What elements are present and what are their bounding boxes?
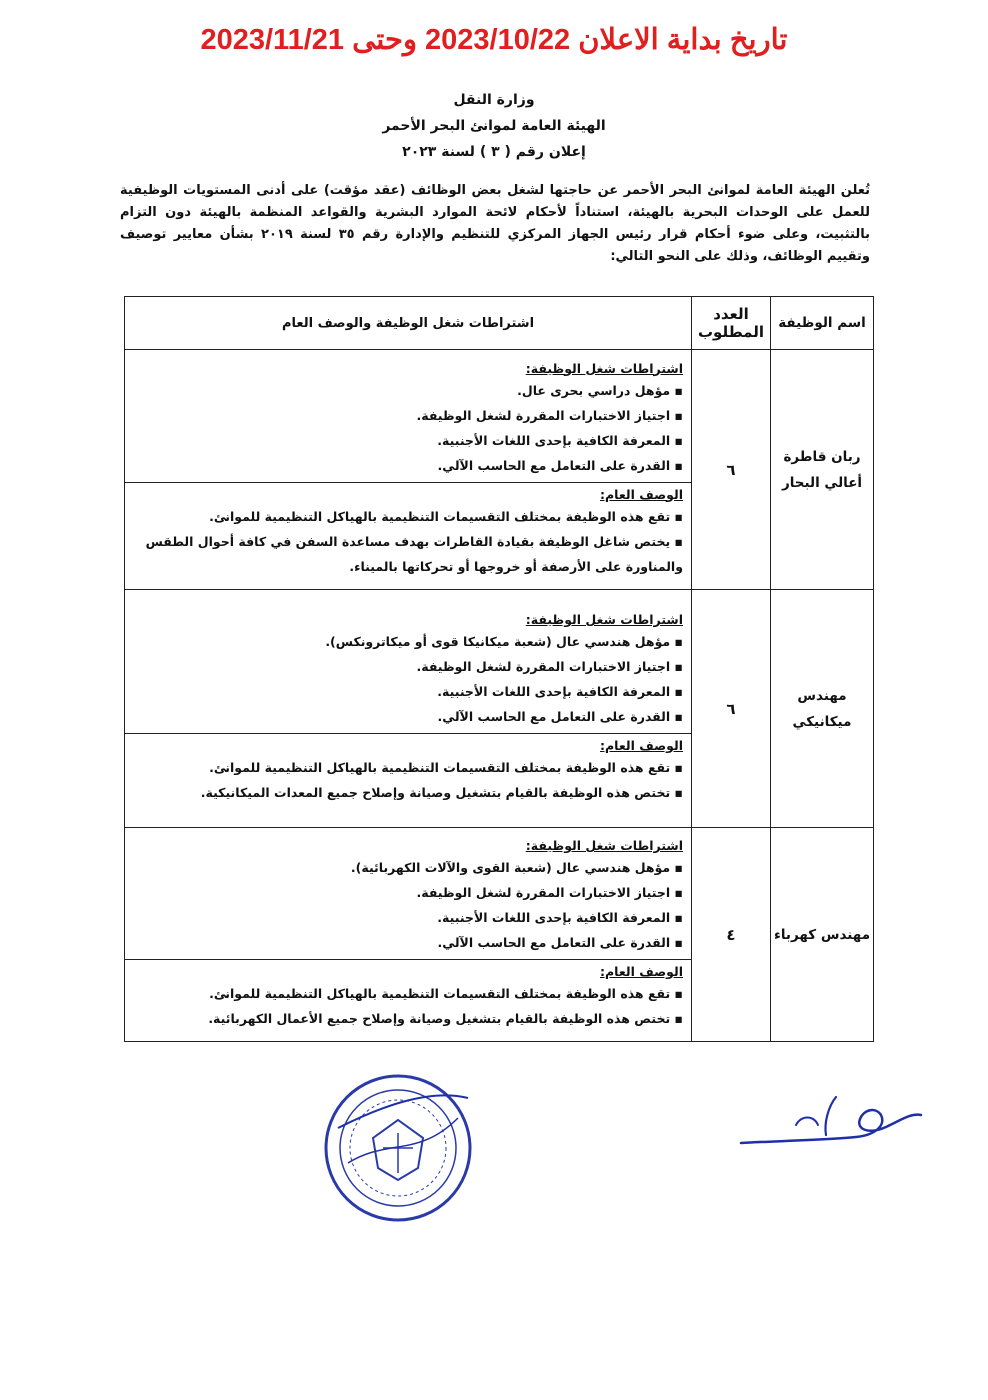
requirements-title: اشتراطات شغل الوظيفة: (525, 838, 683, 853)
description-item: ▪ تختص هذه الوظيفة بالقيام بتشغيل وصيانة وإصلاح جميع المعدات الميكانيكية. (133, 780, 683, 805)
table-row (125, 590, 874, 828)
requirement-item: ▪ المعرفة الكافية بإحدى اللغات الأجنبية. (133, 428, 683, 453)
official-seal-stamp (318, 1068, 478, 1228)
description-item: ▪ تقع هذه الوظيفة بمختلف التقسيمات التنظيمية بالهياكل التنظيمية للموانئ. (133, 981, 683, 1006)
jobs-table (124, 296, 874, 1042)
requirement-item: ▪ اجتياز الاختبارات المقررة لشغل الوظيفة. (133, 403, 683, 428)
table-row (125, 828, 874, 1042)
requirement-item: ▪ مؤهل هندسي عال (شعبة ميكانيكا قوى أو ميكاترونكس). (133, 629, 683, 654)
job-count: ٦ (692, 350, 771, 590)
intro-paragraph: تُعلن الهيئة العامة لموانئ البحر الأحمر عن حاجتها لشغل بعض الوظائف (عقد مؤقت) على أدنى المستويات الوظيفية للعمل على الوحدات البحرية بالهيئة، استناداً لأحكام لائحة الموارد البشرية والقواعد المنظمة بالهيئة دون التزام بالتثبيت، وعلى ضوء أحكام قرار رئيس الجهاز المركزي للتنظيم والإدارة رقم ٣٥ لسنة ٢٠١٩ بشأن معايير توصيف وتقييم الوظائف، وذلك على النحو التالي: (120, 183, 871, 264)
requirement-item: ▪ مؤهل هندسي عال (شعبة القوى والآلات الكهربائية). (133, 855, 683, 880)
announcement-date-banner: تاريخ بداية الاعلان 2023/10/22 وحتى 2023/11/21 (200, 24, 788, 56)
description-item: ▪ تقع هذه الوظيفة بمختلف التقسيمات التنظيمية بالهياكل التنظيمية للموانئ. (133, 755, 683, 780)
description-item: ▪ يختص شاغل الوظيفة بقيادة القاطرات بهدف مساعدة السفن في كافة أحوال الطقس والمناورة على الأرصفة أو خروجها أو تحركاتها بالميناء. (133, 529, 683, 579)
job-count: ٦ (692, 590, 771, 828)
requirement-item: ▪ مؤهل دراسي بحرى عال. (133, 378, 683, 403)
ministry-name: وزارة النقل (453, 92, 535, 108)
requirement-item: ▪ اجتياز الاختبارات المقررة لشغل الوظيفة. (133, 654, 683, 679)
job-name: مهندس كهرباء (771, 828, 874, 1042)
requirement-item: ▪ القدرة على التعامل مع الحاسب الآلي. (133, 453, 683, 478)
handwritten-signature (736, 1085, 926, 1155)
header-count: العدد المطلوب (692, 297, 771, 350)
section-divider (125, 482, 691, 483)
requirement-item: ▪ اجتياز الاختبارات المقررة لشغل الوظيفة. (133, 880, 683, 905)
header-job-name: اسم الوظيفة (771, 297, 874, 350)
requirements-title: اشتراطات شغل الوظيفة: (525, 612, 683, 627)
announcement-number: إعلان رقم ( ٣ ) لسنة ٢٠٢٣ (402, 144, 586, 160)
job-details (125, 828, 692, 1042)
job-details (125, 350, 692, 590)
table-row (125, 350, 874, 590)
requirement-item: ▪ المعرفة الكافية بإحدى اللغات الأجنبية. (133, 679, 683, 704)
description-item: ▪ تقع هذه الوظيفة بمختلف التقسيمات التنظيمية بالهياكل التنظيمية للموانئ. (133, 504, 683, 529)
authority-name: الهيئة العامة لموانئ البحر الأحمر (382, 118, 606, 134)
description-title: الوصف العام: (599, 738, 683, 753)
job-name: ربان قاطرة أعالي البحار (771, 350, 874, 590)
requirement-item: ▪ القدرة على التعامل مع الحاسب الآلي. (133, 930, 683, 955)
job-name: مهندس ميكانيكي (771, 590, 874, 828)
job-details (125, 590, 692, 828)
requirement-item: ▪ المعرفة الكافية بإحدى اللغات الأجنبية. (133, 905, 683, 930)
section-divider (125, 733, 691, 734)
job-count: ٤ (692, 828, 771, 1042)
header-description: اشتراطات شغل الوظيفة والوصف العام (125, 297, 692, 350)
table-header-row (125, 297, 874, 350)
description-title: الوصف العام: (599, 486, 683, 502)
description-title: الوصف العام: (599, 964, 683, 979)
section-divider (125, 959, 691, 960)
requirement-item: ▪ القدرة على التعامل مع الحاسب الآلي. (133, 704, 683, 729)
description-item: ▪ تختص هذه الوظيفة بالقيام بتشغيل وصيانة وإصلاح جميع الأعمال الكهربائية. (133, 1006, 683, 1031)
requirements-title: اشتراطات شغل الوظيفة: (525, 360, 683, 376)
